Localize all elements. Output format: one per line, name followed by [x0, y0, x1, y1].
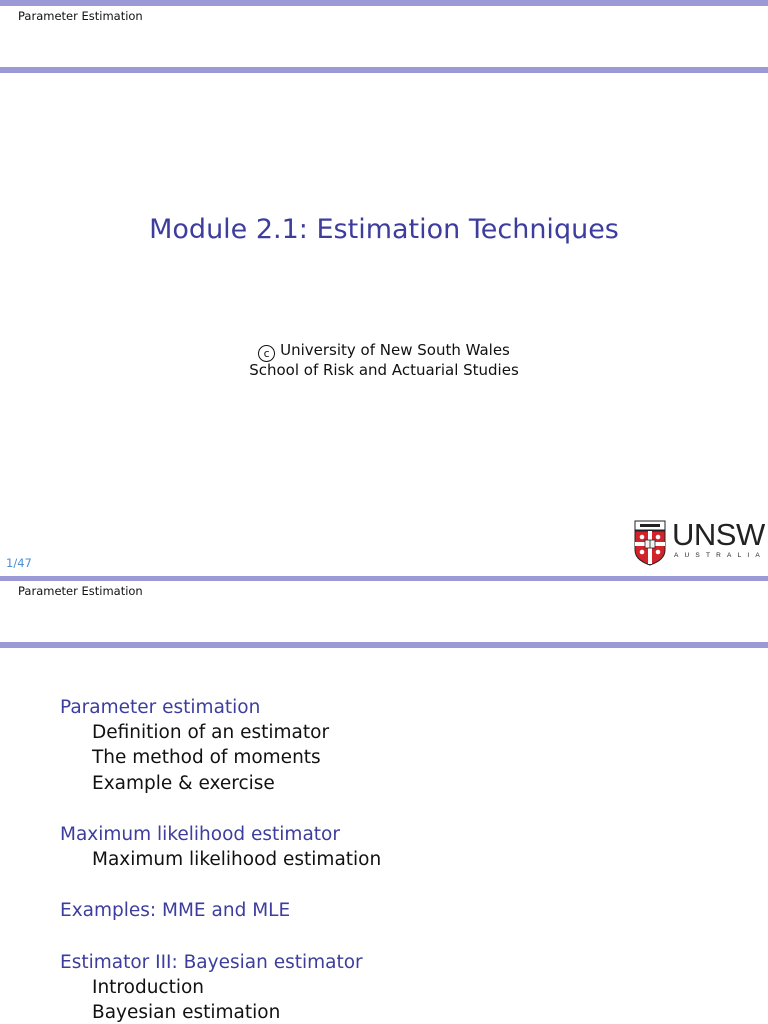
toc-item-mle-estimation[interactable]: Maximum likelihood estimation — [92, 849, 382, 870]
slide-separator-bar — [0, 576, 768, 581]
toc-section-examples[interactable]: Examples: MME and MLE — [60, 900, 291, 921]
toc-section-bayesian[interactable]: Estimator III: Bayesian estimator — [60, 952, 363, 973]
toc-section-mle[interactable]: Maximum likelihood estimator — [60, 824, 340, 845]
toc-item-example-exercise[interactable]: Example & exercise — [92, 773, 275, 794]
university-name: University of New South Wales — [280, 341, 510, 359]
toc-item-method-of-moments[interactable]: The method of moments — [92, 747, 321, 768]
slide2-header-bottom-bar — [0, 642, 768, 648]
slide2-header: Parameter Estimation — [18, 584, 143, 598]
logo-subtitle: AUSTRALIA — [674, 552, 766, 559]
toc-section-parameter-estimation[interactable]: Parameter estimation — [60, 697, 261, 718]
toc-item-definition[interactable]: Definition of an estimator — [92, 722, 330, 743]
author-line-1 — [0, 341, 768, 362]
copyright-icon: c — [258, 345, 275, 362]
unsw-logo — [634, 517, 766, 568]
toc-item-bayesian-estimation[interactable]: Bayesian estimation — [92, 1002, 281, 1023]
author-line-2: School of Risk and Actuarial Studies — [249, 361, 519, 379]
header-bottom-bar — [0, 67, 768, 73]
top-bar — [0, 0, 768, 6]
slide-title: Module 2.1: Estimation Techniques — [149, 214, 619, 245]
toc-item-introduction[interactable]: Introduction — [92, 977, 205, 998]
page-number[interactable]: 1/47 — [6, 556, 32, 570]
slide1-header: Parameter Estimation — [18, 9, 143, 23]
logo-wordmark: UNSW — [672, 517, 765, 552]
unsw-crest-icon — [634, 520, 666, 566]
